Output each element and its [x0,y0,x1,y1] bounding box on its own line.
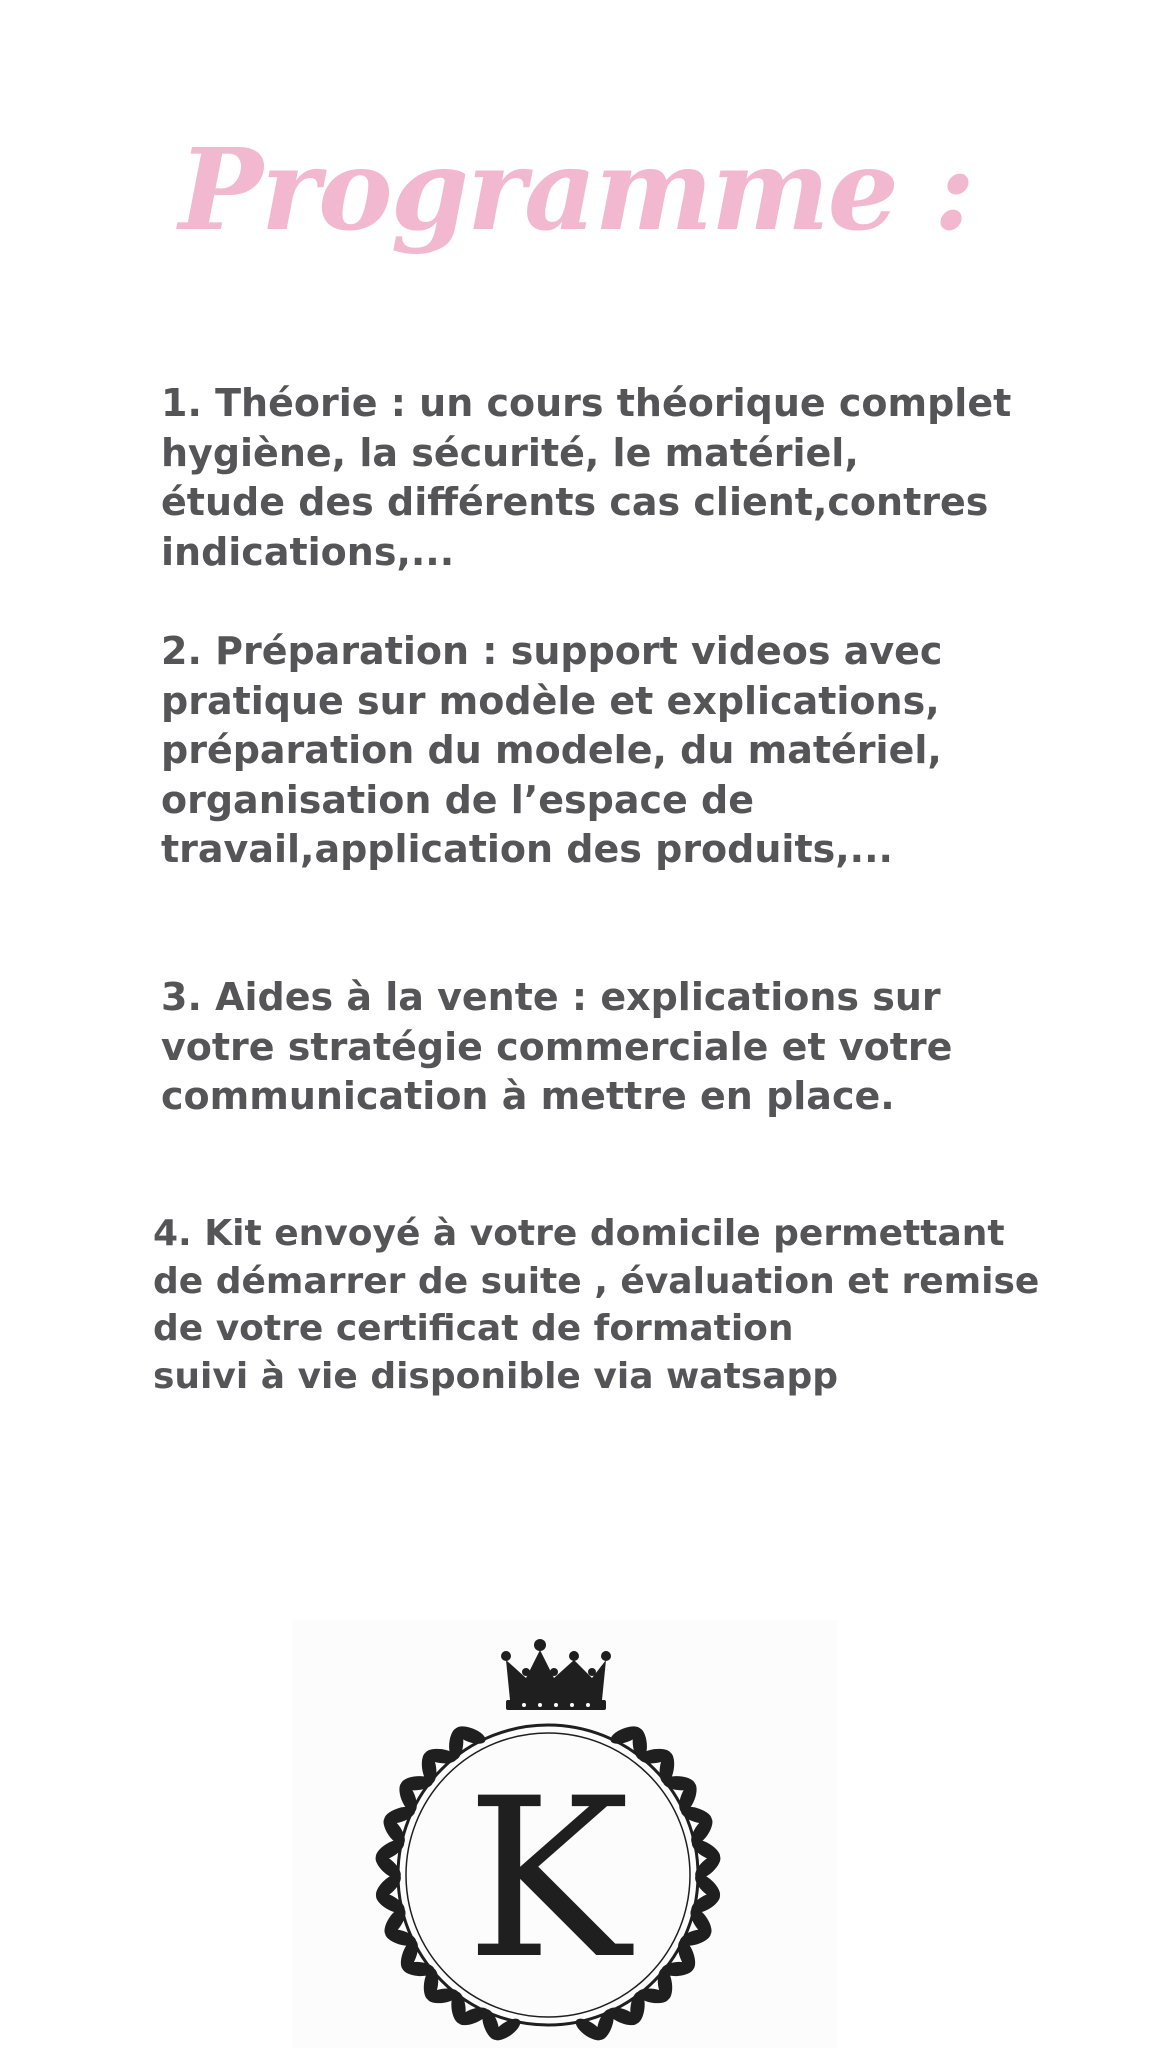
crown-icon [501,1639,611,1710]
program-item-sales-help: 3. Aides à la vente : explications sur votre stratégie commerciale et votre communication à mettre en place. [161,975,953,1118]
page-title: Programme : [178,125,974,257]
brand-logo [292,1620,837,2048]
program-item-theory: 1. Théorie : un cours théorique complet hygiène, la sécurité, le matériel, étude des différents cas client,contres indications,... [161,381,1012,574]
program-item-preparation: 2. Préparation : support videos avec pratique sur modèle et explications, préparation du modele, du matériel, organisation de l’espace de travail,application des produits,... [161,629,943,871]
program-item-kit: 4. Kit envoyé à votre domicile permettant de démarrer de suite , évaluation et remise de votre certificat de formation suivi à vie disponible via watsapp [153,1213,1040,1397]
logo-letter: K [465,1751,631,2007]
